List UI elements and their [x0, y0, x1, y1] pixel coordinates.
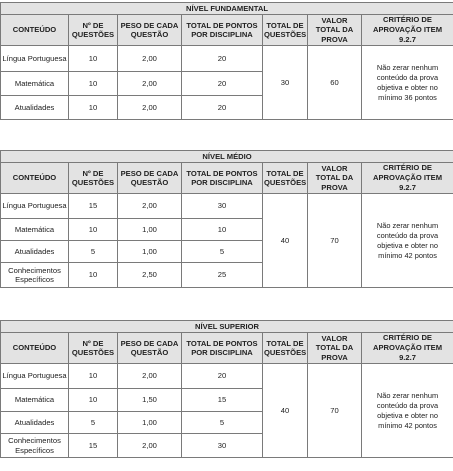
- cell-num: 10: [69, 364, 118, 389]
- cell-total: 20: [182, 96, 263, 120]
- cell-peso: 2,00: [118, 96, 182, 120]
- cell-peso: 2,00: [118, 434, 182, 458]
- table-row: [1, 46, 453, 72]
- cell-num: 15: [69, 434, 118, 458]
- cell-total: 25: [182, 263, 263, 288]
- table-superior: [0, 320, 453, 458]
- cell-total-questoes: 40: [263, 364, 308, 458]
- cell-num: 15: [69, 194, 118, 219]
- cell-total: 30: [182, 434, 263, 458]
- cell-peso: 1,00: [118, 412, 182, 434]
- table-medio: [0, 150, 453, 288]
- header-valor-total: VALOR TOTAL DA PROVA: [308, 163, 362, 194]
- cell-num: 10: [69, 46, 118, 72]
- header-conteudo: CONTEÚDO: [1, 15, 69, 46]
- header-total-pontos: TOTAL DE PONTOS POR DISCIPLINA: [182, 333, 263, 364]
- cell-peso: 2,00: [118, 194, 182, 219]
- cell-criterio: Não zerar nenhum conteúdo da prova objetiva e obter no mínimo 36 pontos: [362, 46, 453, 120]
- cell-num: 10: [69, 263, 118, 288]
- table-row: [1, 194, 453, 219]
- cell-total: 20: [182, 72, 263, 96]
- cell-valor-total: 70: [308, 194, 362, 288]
- cell-conteudo: Matemática: [1, 72, 69, 96]
- cell-peso: 1,00: [118, 241, 182, 263]
- cell-conteudo: Conhecimentos Específicos: [1, 263, 69, 288]
- cell-conteudo: Atualidades: [1, 96, 69, 120]
- header-num-questoes: Nº DE QUESTÕES: [69, 163, 118, 194]
- header-peso: PESO DE CADA QUESTÃO: [118, 15, 182, 46]
- cell-conteudo: Conhecimentos Específicos: [1, 434, 69, 458]
- header-peso: PESO DE CADA QUESTÃO: [118, 333, 182, 364]
- cell-conteudo: Matemática: [1, 219, 69, 241]
- cell-total: 5: [182, 412, 263, 434]
- header-num-questoes: Nº DE QUESTÕES: [69, 15, 118, 46]
- cell-valor-total: 70: [308, 364, 362, 458]
- header-conteudo: CONTEÚDO: [1, 163, 69, 194]
- cell-total: 10: [182, 219, 263, 241]
- cell-peso: 2,00: [118, 72, 182, 96]
- cell-peso: 2,00: [118, 46, 182, 72]
- cell-peso: 1,50: [118, 389, 182, 412]
- header-criterio: CRITÉRIO DE APROVAÇÃO ITEM 9.2.7: [362, 333, 453, 364]
- cell-conteudo: Atualidades: [1, 412, 69, 434]
- header-total-questoes: TOTAL DE QUESTÕES: [263, 333, 308, 364]
- header-total-questoes: TOTAL DE QUESTÕES: [263, 15, 308, 46]
- cell-total: 30: [182, 194, 263, 219]
- header-peso: PESO DE CADA QUESTÃO: [118, 163, 182, 194]
- cell-conteudo: Atualidades: [1, 241, 69, 263]
- cell-valor-total: 60: [308, 46, 362, 120]
- table-row: [1, 364, 453, 389]
- cell-total: 5: [182, 241, 263, 263]
- table-fundamental: [0, 2, 453, 120]
- header-valor-total: VALOR TOTAL DA PROVA: [308, 15, 362, 46]
- cell-num: 5: [69, 412, 118, 434]
- cell-peso: 2,50: [118, 263, 182, 288]
- cell-conteudo: Língua Portuguesa: [1, 46, 69, 72]
- header-total-questoes: TOTAL DE QUESTÕES: [263, 163, 308, 194]
- header-criterio: CRITÉRIO DE APROVAÇÃO ITEM 9.2.7: [362, 15, 453, 46]
- cell-peso: 2,00: [118, 364, 182, 389]
- cell-total: 20: [182, 46, 263, 72]
- cell-criterio: Não zerar nenhum conteúdo da prova objetiva e obter no mínimo 42 pontos: [362, 194, 453, 288]
- cell-total-questoes: 30: [263, 46, 308, 120]
- header-num-questoes: Nº DE QUESTÕES: [69, 333, 118, 364]
- header-valor-total: VALOR TOTAL DA PROVA: [308, 333, 362, 364]
- cell-num: 10: [69, 96, 118, 120]
- cell-num: 10: [69, 72, 118, 96]
- table-title: NÍVEL MÉDIO: [1, 151, 453, 163]
- cell-total: 15: [182, 389, 263, 412]
- cell-total: 20: [182, 364, 263, 389]
- table-title: NÍVEL FUNDAMENTAL: [1, 3, 453, 15]
- cell-conteudo: Língua Portuguesa: [1, 194, 69, 219]
- cell-peso: 1,00: [118, 219, 182, 241]
- cell-num: 10: [69, 219, 118, 241]
- header-conteudo: CONTEÚDO: [1, 333, 69, 364]
- cell-num: 10: [69, 389, 118, 412]
- cell-criterio: Não zerar nenhum conteúdo da prova objetiva e obter no mínimo 42 pontos: [362, 364, 453, 458]
- table-title: NÍVEL SUPERIOR: [1, 321, 453, 333]
- cell-conteudo: Língua Portuguesa: [1, 364, 69, 389]
- cell-num: 5: [69, 241, 118, 263]
- header-total-pontos: TOTAL DE PONTOS POR DISCIPLINA: [182, 163, 263, 194]
- cell-conteudo: Matemática: [1, 389, 69, 412]
- header-total-pontos: TOTAL DE PONTOS POR DISCIPLINA: [182, 15, 263, 46]
- header-criterio: CRITÉRIO DE APROVAÇÃO ITEM 9.2.7: [362, 163, 453, 194]
- cell-total-questoes: 40: [263, 194, 308, 288]
